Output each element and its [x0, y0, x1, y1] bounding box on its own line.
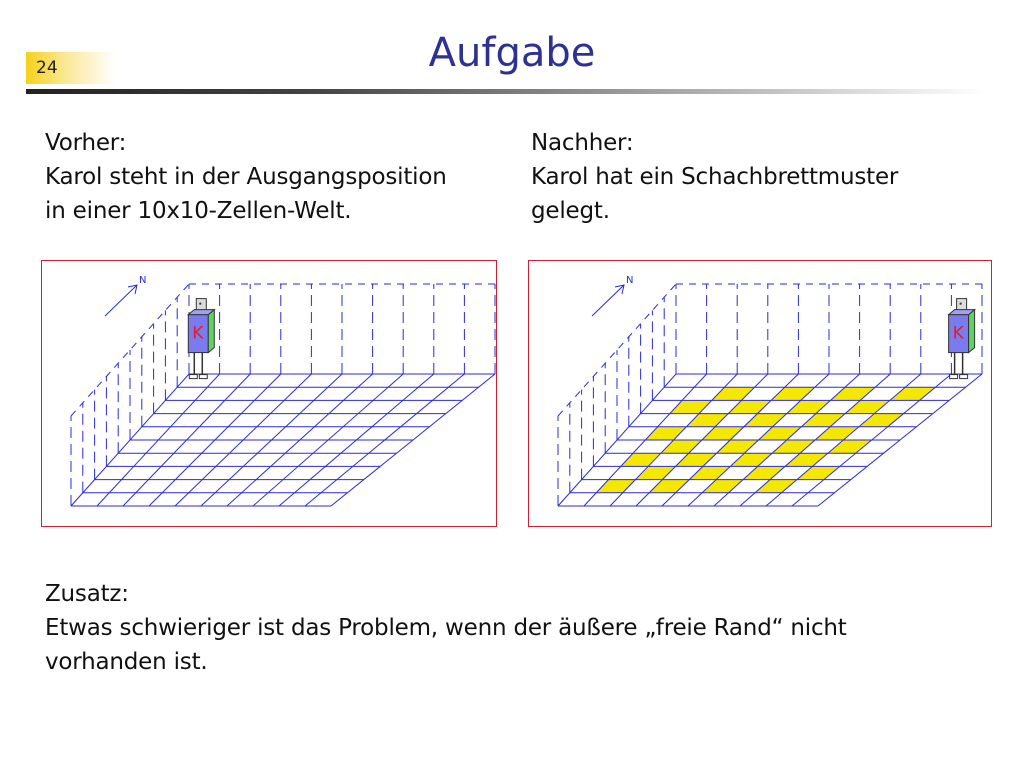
- robot-foot: [960, 375, 968, 379]
- slide-title: [0, 30, 1024, 76]
- karol-robot: [949, 299, 975, 379]
- slide-number: 24: [26, 52, 116, 84]
- compass-arrow: [105, 285, 137, 316]
- brick-tile: [828, 440, 872, 453]
- world-before-panel: [41, 260, 497, 527]
- brick-tile: [815, 427, 859, 440]
- robot-letter: K: [952, 323, 964, 344]
- brick-tile: [890, 387, 936, 400]
- robot-letter: K: [192, 323, 204, 344]
- brick-tile: [845, 400, 890, 413]
- compass-arrow: [592, 285, 624, 316]
- robot-side: [208, 310, 214, 353]
- robot-head: [957, 299, 967, 311]
- after-description: [531, 126, 898, 228]
- brick-tile: [772, 440, 815, 453]
- robot-eye: [960, 303, 962, 305]
- extra-line-2: vorhanden ist.: [45, 649, 208, 675]
- robot-eye: [199, 303, 201, 305]
- extra-heading: Zusatz:: [45, 581, 129, 607]
- before-line-2: in einer 10x10-Zellen-Welt.: [45, 198, 352, 224]
- after-heading: Nachher:: [531, 130, 634, 156]
- title-divider: [26, 89, 986, 94]
- robot-side: [969, 310, 975, 353]
- compass-label: N: [139, 275, 147, 286]
- world-before-image: [42, 261, 496, 526]
- brick-tile: [859, 414, 904, 427]
- karol-robot: [188, 299, 214, 379]
- before-description: [45, 126, 447, 228]
- extra-description: [45, 577, 847, 679]
- brick-tile: [785, 453, 828, 466]
- brick-tile: [797, 466, 840, 479]
- before-heading: Vorher:: [45, 130, 127, 156]
- slide-title-text: Aufgabe: [428, 30, 596, 76]
- brick-tile: [755, 480, 797, 493]
- brick-tile: [730, 453, 772, 466]
- brick-tile: [743, 466, 785, 479]
- robot-head: [196, 299, 206, 311]
- robot-foot: [950, 375, 958, 379]
- robot-foot: [189, 375, 197, 379]
- world-after-panel: [528, 260, 992, 527]
- after-line-1: Karol hat ein Schachbrettmuster: [531, 164, 899, 190]
- world-after-image: [529, 261, 991, 526]
- brick-tile: [702, 480, 743, 493]
- compass-label: N: [626, 275, 634, 286]
- before-line-1: Karol steht in der Ausgangsposition: [45, 164, 447, 190]
- robot-foot: [199, 375, 207, 379]
- after-line-2: gelegt.: [531, 198, 610, 224]
- extra-line-1: Etwas schwieriger ist das Problem, wenn der äußere „freie Rand“ nicht: [45, 615, 847, 641]
